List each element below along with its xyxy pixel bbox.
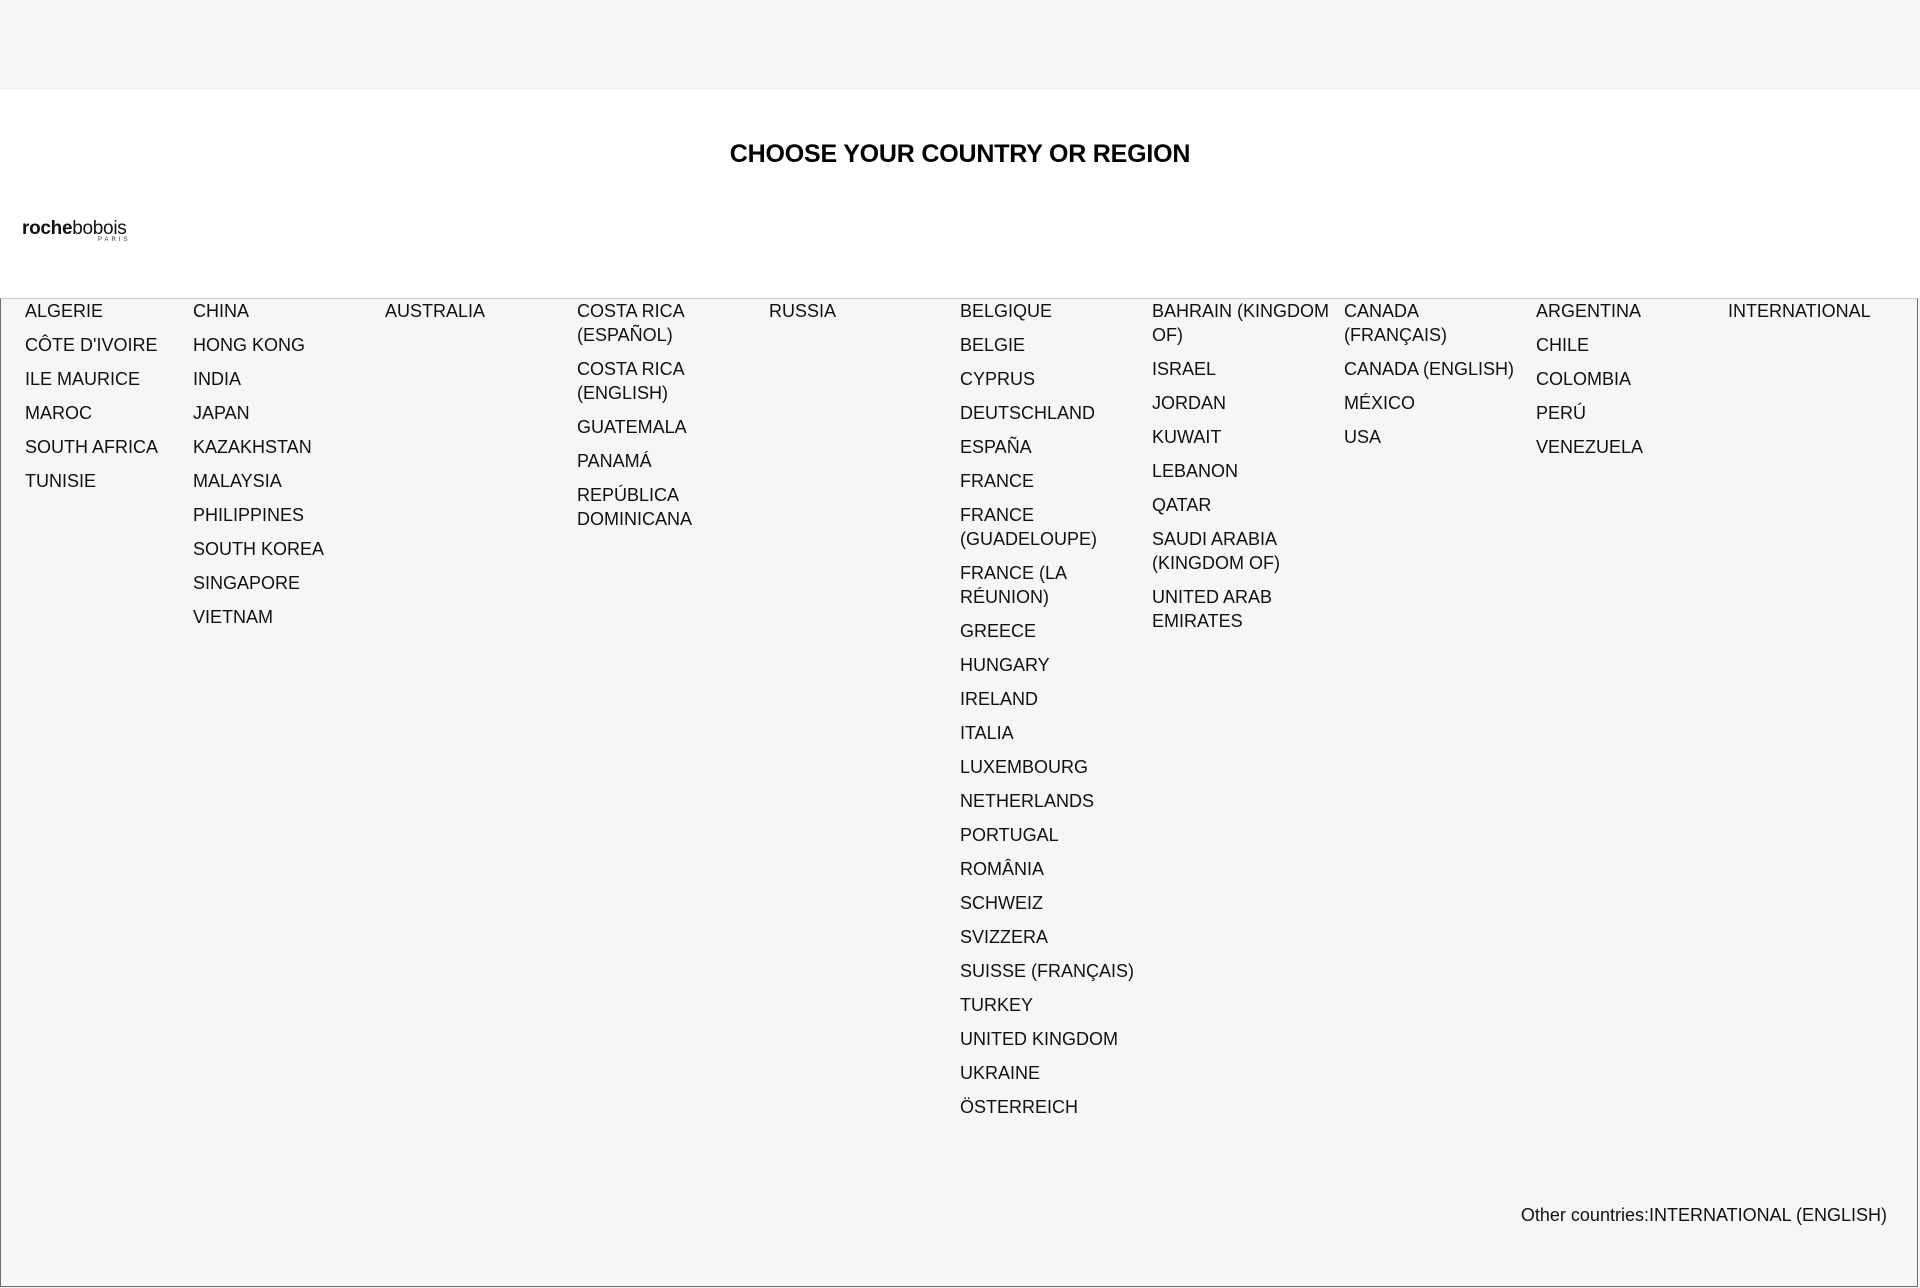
country-link[interactable]: MALAYSIA: [193, 471, 282, 491]
country-link[interactable]: ALGERIE: [25, 301, 104, 321]
region-column-europe: [960, 299, 1138, 1129]
country-link[interactable]: COLOMBIA: [1536, 369, 1632, 389]
country-link[interactable]: FRANCE (GUADELOUPE): [960, 505, 1098, 549]
country-link[interactable]: USA: [1344, 427, 1382, 447]
region-column-south-america: [1536, 299, 1714, 469]
country-link[interactable]: AUSTRALIA: [385, 301, 486, 321]
country-link[interactable]: MÉXICO: [1344, 393, 1416, 413]
country-link[interactable]: KAZAKHSTAN: [193, 437, 312, 457]
country-link[interactable]: LUXEMBOURG: [960, 757, 1089, 777]
page-title: CHOOSE YOUR COUNTRY OR REGION: [729, 140, 1191, 168]
country-link[interactable]: PHILIPPINES: [193, 505, 305, 525]
other-countries: [1521, 1205, 1887, 1226]
country-link[interactable]: PANAMÁ: [577, 451, 652, 471]
country-link[interactable]: BELGIE: [960, 335, 1026, 355]
top-band: [0, 0, 1920, 90]
country-link[interactable]: SINGAPORE: [193, 573, 301, 593]
country-link[interactable]: TURKEY: [960, 995, 1034, 1015]
region-column-russia: [769, 299, 947, 333]
country-link[interactable]: CHILE: [1536, 335, 1590, 355]
country-link[interactable]: LEBANON: [1152, 461, 1239, 481]
country-link[interactable]: GREECE: [960, 621, 1037, 641]
country-link[interactable]: UKRAINE: [960, 1063, 1041, 1083]
region-column-middle-east: [1152, 299, 1330, 643]
country-link[interactable]: ARGENTINA: [1536, 301, 1642, 321]
country-link[interactable]: ÖSTERREICH: [960, 1097, 1079, 1117]
country-link[interactable]: SOUTH AFRICA: [25, 437, 159, 457]
country-link[interactable]: CYPRUS: [960, 369, 1036, 389]
rochebobois-logo[interactable]: [22, 218, 134, 244]
country-link[interactable]: COSTA RICA (ENGLISH): [577, 359, 684, 403]
region-column-asia: [193, 299, 371, 639]
country-link[interactable]: PERÚ: [1536, 403, 1587, 423]
region-column-oceania: [385, 299, 563, 333]
region-column-international: [1728, 299, 1906, 333]
country-link[interactable]: SOUTH KOREA: [193, 539, 325, 559]
country-link[interactable]: BAHRAIN (KINGDOM OF): [1152, 301, 1330, 345]
country-link[interactable]: FRANCE: [960, 471, 1035, 491]
country-link[interactable]: COSTA RICA (ESPAÑOL): [577, 301, 684, 345]
country-link[interactable]: ESPAÑA: [960, 437, 1032, 457]
country-link[interactable]: PORTUGAL: [960, 825, 1059, 845]
country-link[interactable]: UNITED ARAB EMIRATES: [1152, 587, 1273, 631]
country-link[interactable]: VIETNAM: [193, 607, 274, 627]
country-link[interactable]: SVIZZERA: [960, 927, 1049, 947]
country-link[interactable]: IRELAND: [960, 689, 1039, 709]
country-link[interactable]: ITALIA: [960, 723, 1014, 743]
country-link[interactable]: FRANCE (LA RÉUNION): [960, 563, 1067, 607]
country-link[interactable]: JORDAN: [1152, 393, 1227, 413]
country-link[interactable]: NETHERLANDS: [960, 791, 1095, 811]
country-link[interactable]: HUNGARY: [960, 655, 1050, 675]
country-link[interactable]: ILE MAURICE: [25, 369, 141, 389]
country-link[interactable]: DEUTSCHLAND: [960, 403, 1096, 423]
country-link[interactable]: SUISSE (FRANÇAIS): [960, 961, 1135, 981]
site-header: [0, 90, 1920, 298]
country-link[interactable]: GUATEMALA: [577, 417, 687, 437]
logo-text-paris: PARIS: [98, 237, 131, 243]
other-countries-label: Other countries:: [1520, 1205, 1649, 1225]
country-link[interactable]: TUNISIE: [25, 471, 97, 491]
country-link[interactable]: ISRAEL: [1152, 359, 1217, 379]
logo-text-roche: roche: [22, 218, 73, 239]
country-link[interactable]: VENEZUELA: [1536, 437, 1644, 457]
country-link[interactable]: HONG KONG: [193, 335, 306, 355]
country-link[interactable]: UNITED KINGDOM: [960, 1029, 1119, 1049]
region-column-north-america: [1344, 299, 1522, 459]
country-link[interactable]: BELGIQUE: [960, 301, 1053, 321]
country-link[interactable]: INDIA: [193, 369, 242, 389]
country-link[interactable]: RUSSIA: [769, 301, 837, 321]
country-link[interactable]: MAROC: [25, 403, 92, 423]
region-column-central-america: [577, 299, 755, 541]
country-list-panel: [0, 298, 1918, 1287]
country-link[interactable]: JAPAN: [193, 403, 250, 423]
country-link[interactable]: SCHWEIZ: [960, 893, 1043, 913]
country-link[interactable]: SAUDI ARABIA (KINGDOM OF): [1152, 529, 1280, 573]
country-link[interactable]: INTERNATIONAL: [1728, 301, 1871, 321]
country-link[interactable]: ROMÂNIA: [960, 859, 1045, 879]
country-link[interactable]: CANADA (ENGLISH): [1344, 359, 1515, 379]
other-countries-link[interactable]: INTERNATIONAL (ENGLISH): [1648, 1205, 1887, 1225]
region-column-africa: [25, 299, 203, 503]
country-link[interactable]: CHINA: [193, 301, 250, 321]
country-link[interactable]: CANADA (FRANÇAIS): [1344, 301, 1447, 345]
logo-text-bobois: bobois: [72, 218, 127, 239]
country-link[interactable]: QATAR: [1152, 495, 1212, 515]
country-link[interactable]: CÔTE D'IVOIRE: [25, 335, 158, 355]
country-link[interactable]: REPÚBLICA DOMINICANA: [577, 485, 693, 529]
country-link[interactable]: KUWAIT: [1152, 427, 1222, 447]
